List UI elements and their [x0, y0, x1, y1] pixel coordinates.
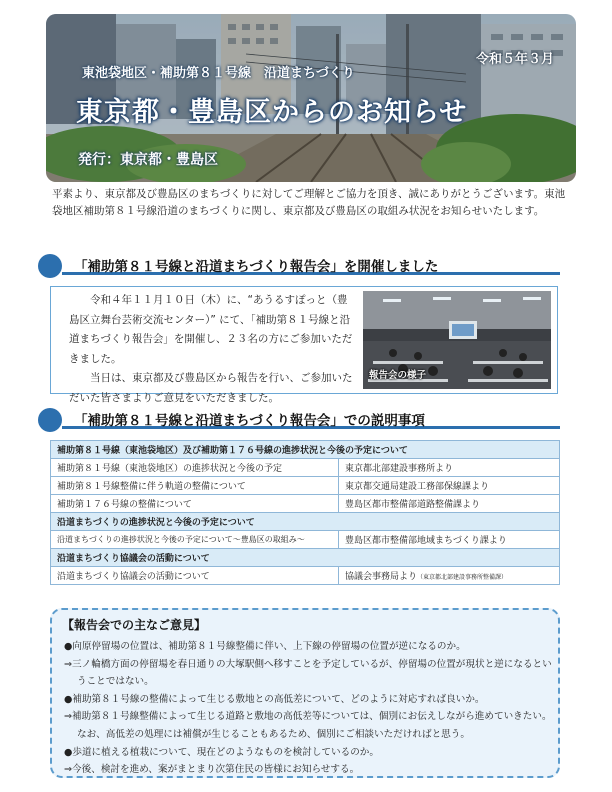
table-topic-cell: 沿道まちづくりの進捗状況と今後の予定について～豊島区の取組み～	[51, 531, 339, 549]
table-category-row	[51, 441, 560, 459]
table-category-cell: 沿道まちづくり協議会の活動について	[51, 549, 560, 567]
table-category-cell: 補助第８１号線（東池袋地区）及び補助第１７６号線の進捗状況と今後の予定について	[51, 441, 560, 459]
presenter-note: （東京都北部建設事務所整備課）	[417, 574, 508, 581]
explanation-table	[50, 440, 560, 585]
table-presenter-cell: 豊島区都市整備部道路整備課より	[339, 495, 560, 513]
opinion-answer: ⇒補助第８１号線整備によって生じる道路と敷地の高低差等については、個別にお伝えしながら進めていきたい。なお、高低差の処理には補償が生じることもあるため、個別にご相談いただければと思う。	[64, 711, 552, 740]
table-topic-cell: 補助第８１号線整備に伴う軌道の整備について	[51, 477, 339, 495]
presenter-name: 協議会事務局より	[345, 572, 418, 582]
photo-caption: 報告会の様子	[369, 370, 427, 381]
banner-subtitle: 東池袋地区・補助第８１号線 沿道まちづくり	[82, 66, 355, 81]
table-row	[51, 495, 560, 513]
table-row	[51, 531, 560, 549]
opinions-list	[64, 638, 552, 779]
opinion-answer: ⇒三ノ輪橋方面の停留場を春日通りの大塚駅側へ移すことを予定しているが、停留場の位置が現状と逆になるということではない。	[64, 658, 552, 688]
report-paragraph-2: 当日は、東京都及び豊島区から報告を行い、ご参加いただいた皆さまよりご意見をいただきました。	[69, 372, 353, 404]
report-text	[69, 291, 355, 408]
table-presenter-cell: 豊島区都市整備部地域まちづくり課より	[339, 531, 560, 549]
section1-heading: 「補助第８１号線と沿道まちづくり報告会」を開催しました	[74, 259, 439, 275]
section-bullet	[38, 254, 62, 278]
opinion-question: ●向原停留場の位置は、補助第８１号線整備に伴い、上下線の停留場の位置が逆になるのか。	[64, 641, 466, 652]
section2-heading: 「補助第８１号線と沿道まちづくり報告会」での説明事項	[74, 413, 425, 429]
table-row	[51, 567, 560, 585]
opinions-heading: 【報告会での主なご意見】	[62, 618, 207, 632]
table-presenter-cell	[339, 567, 560, 585]
table-topic-cell: 補助第１７６号線の整備について	[51, 495, 339, 513]
section-bullet	[38, 408, 62, 432]
opinions-box	[50, 608, 560, 778]
table-category-cell: 沿道まちづくりの進捗状況と今後の予定について	[51, 513, 560, 531]
page-title: 東京都・豊島区からのお知らせ	[76, 97, 468, 128]
section1-header	[38, 254, 560, 278]
intro-paragraph: 平素より、東京都及び豊島区のまちづくりに対してご理解とご協力を頂き、誠にありがとうございます。東池袋地区補助第８１号線沿道のまちづくりに関し、東京都及び豊島区の取組み状況をお知らせいたします。	[52, 188, 566, 217]
table-category-row	[51, 549, 560, 567]
report-paragraph-1: 令和４年１１月１０日（木）に、“あうるすぽっと（豊島区立舞台芸術交流センター）” にて、「補助第８１号線と沿道まちづくり報告会」を開催し、２３名の方にご参加いただきました。	[69, 294, 353, 365]
table-topic-cell: 沿道まちづくり協議会の活動について	[51, 567, 339, 585]
table-row	[51, 459, 560, 477]
table-presenter-cell: 東京都北部建設事務所より	[339, 459, 560, 477]
table-presenter-cell: 東京都交通局建設工務部保線課より	[339, 477, 560, 495]
opinion-question: ●歩道に植える植栽について、現在どのようなものを検討しているのか。	[64, 746, 379, 758]
table-category-row	[51, 513, 560, 531]
report-box	[50, 286, 558, 404]
opinion-answer: ⇒今後、検討を進め、案がまとまり次第住民の皆様にお知らせする。	[64, 764, 360, 776]
section2-header	[38, 408, 560, 432]
publisher: 発行：東京都・豊島区	[78, 152, 218, 168]
header-banner	[46, 14, 576, 182]
issue-date: 令和５年３月	[475, 52, 554, 67]
table-topic-cell: 補助第８１号線（東池袋地区）の進捗状況と今後の予定	[51, 459, 339, 477]
opinion-question: ●補助第８１号線の整備によって生じる敷地との高低差について、どのように対応すれば良いか。	[64, 693, 485, 705]
table-row	[51, 477, 560, 495]
meeting-photo	[363, 291, 551, 389]
